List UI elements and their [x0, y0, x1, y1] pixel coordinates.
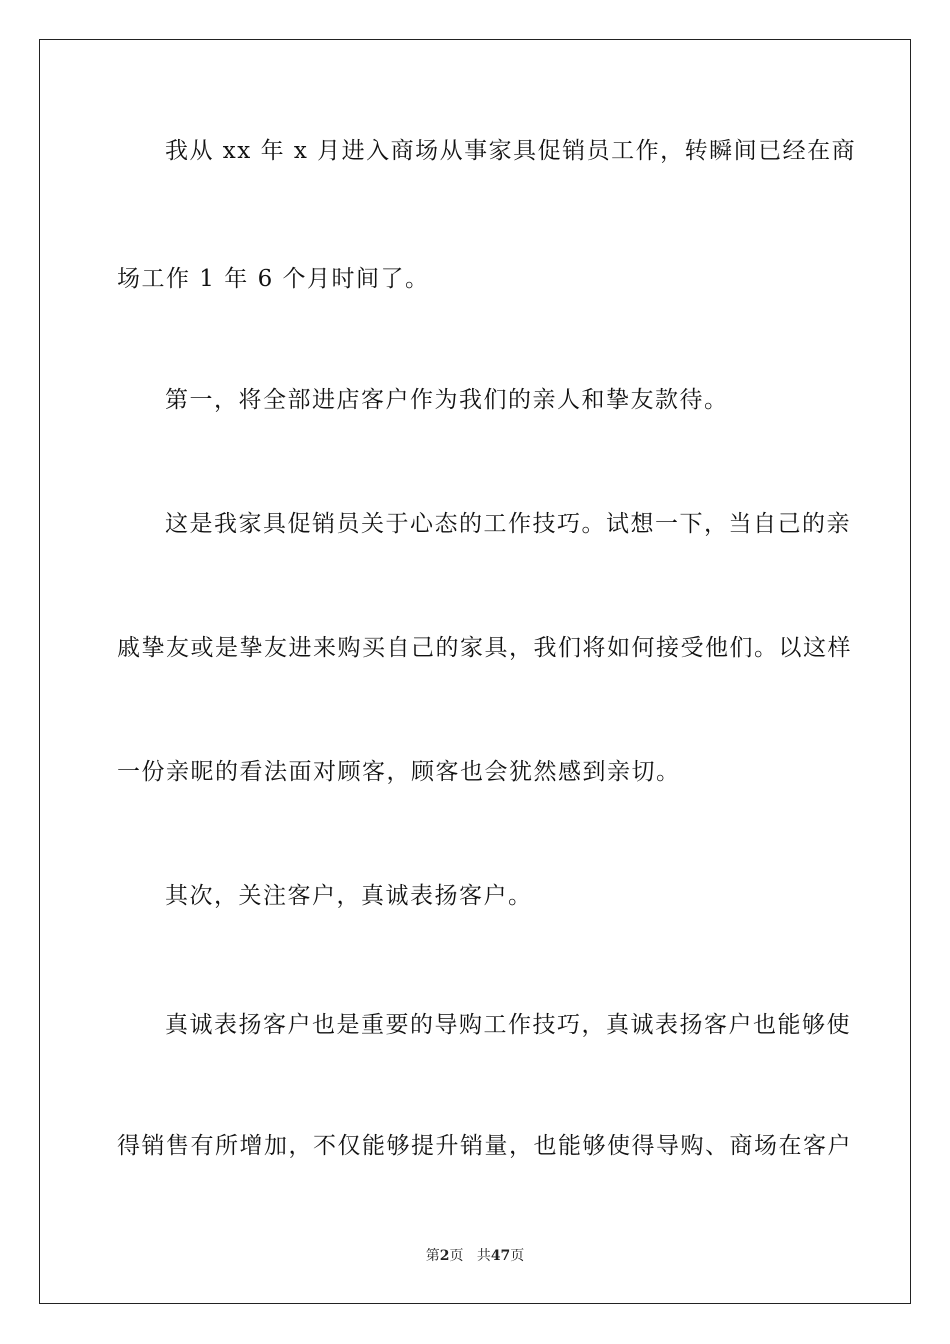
paragraph-1-line-2: 场工作 1 年 6 个月时间了。 [117, 266, 430, 292]
page-current: 2 [439, 1248, 450, 1264]
page-suffix: 页 [449, 1248, 464, 1264]
paragraph-5-line-2: 得销售有所增加，不仅能够提升销量，也能够使得导购、商场在客户 [117, 1133, 852, 1159]
page-border [39, 39, 911, 1304]
paragraph-3-line-1: 这是我家具促销员关于心态的工作技巧。试想一下，当自己的亲 [165, 511, 851, 537]
page-total: 47 [490, 1248, 511, 1264]
paragraph-2-line-1: 第一，将全部进店客户作为我们的亲人和挚友款待。 [165, 387, 729, 413]
paragraph-5-line-1: 真诚表扬客户也是重要的导购工作技巧，真诚表扬客户也能够使 [165, 1012, 851, 1038]
paragraph-4-line-1: 其次，关注客户，真诚表扬客户。 [165, 883, 533, 909]
total-prefix: 共 [476, 1248, 491, 1264]
total-suffix: 页 [510, 1248, 525, 1264]
paragraph-3-line-2: 戚挚友或是挚友进来购买自己的家具，我们将如何接受他们。以这样 [117, 635, 852, 661]
paragraph-3-line-3: 一份亲昵的看法面对顾客，顾客也会犹然感到亲切。 [117, 759, 681, 785]
page-prefix: 第 [425, 1248, 440, 1264]
paragraph-1-line-1: 我从 xx 年 x 月进入商场从事家具促销员工作，转瞬间已经在商 [165, 138, 857, 164]
page-footer [0, 1247, 950, 1265]
